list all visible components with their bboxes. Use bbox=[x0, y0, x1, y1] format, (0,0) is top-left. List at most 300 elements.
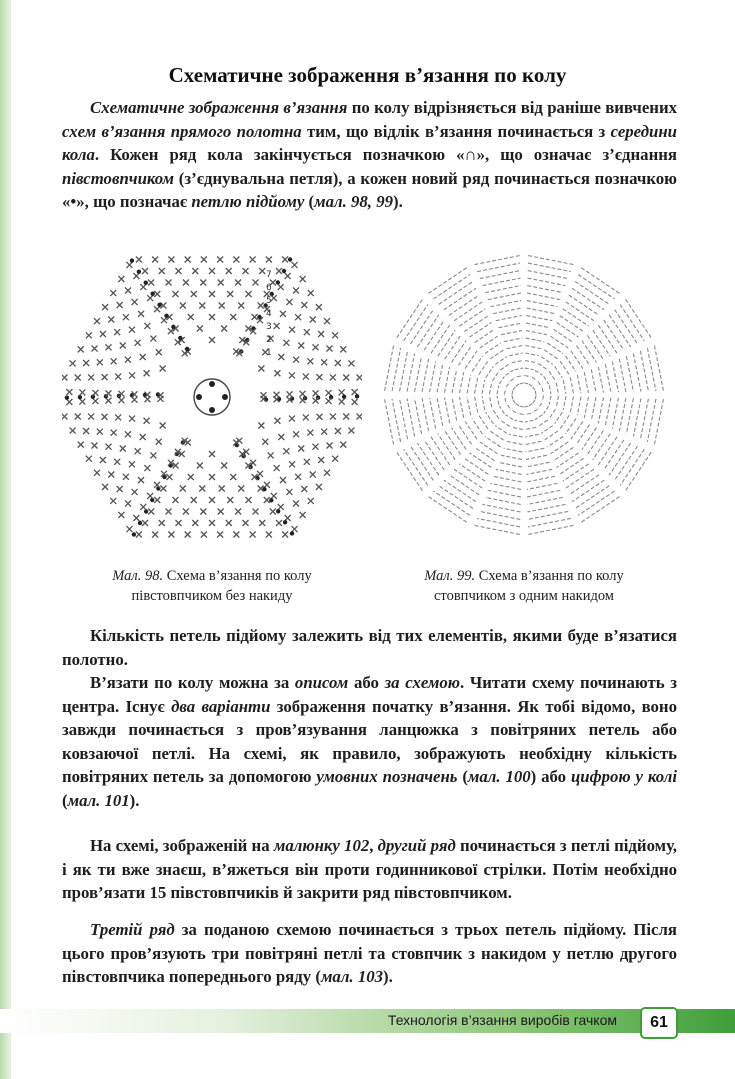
stitch-x bbox=[268, 452, 274, 458]
stitch-x bbox=[235, 509, 241, 515]
stitch-x bbox=[357, 374, 362, 380]
stitch-x bbox=[66, 399, 72, 405]
lift-loop-dot bbox=[288, 257, 292, 261]
caption-98 bbox=[62, 566, 362, 606]
dash-row bbox=[485, 286, 521, 293]
dash-row bbox=[584, 397, 588, 418]
stitch-x bbox=[270, 509, 276, 515]
crochet-scheme-single-crochet bbox=[62, 245, 362, 555]
emphasis-text: півстовпчиком bbox=[62, 168, 175, 188]
lift-loop-dot bbox=[144, 280, 148, 284]
stitch-x bbox=[276, 268, 282, 274]
dash-row bbox=[575, 281, 609, 304]
dash-row bbox=[605, 398, 611, 426]
figure-98 bbox=[62, 245, 362, 555]
dash-row bbox=[527, 301, 558, 307]
stitch-x bbox=[78, 346, 84, 352]
stitch-x bbox=[326, 390, 332, 396]
stitch-x bbox=[280, 477, 286, 483]
dash-row bbox=[544, 406, 549, 413]
figure-99 bbox=[378, 245, 670, 555]
stitch-x bbox=[125, 501, 131, 507]
caption-99-line2: стовпчиком з одним накидом bbox=[434, 588, 614, 604]
dash-row bbox=[647, 348, 656, 391]
dash-row bbox=[598, 397, 603, 423]
stitch-x bbox=[286, 299, 292, 305]
dash-row bbox=[528, 256, 573, 265]
dash-row bbox=[490, 301, 521, 307]
paragraph-4 bbox=[62, 834, 677, 905]
dash-row bbox=[506, 441, 522, 444]
dash-row bbox=[513, 387, 515, 390]
stitch-x bbox=[289, 327, 295, 333]
dash-row bbox=[514, 420, 523, 422]
dash-row bbox=[598, 367, 603, 393]
dash-row bbox=[460, 397, 464, 418]
stitch-x bbox=[131, 397, 137, 403]
dash-row bbox=[480, 511, 520, 519]
dash-row bbox=[444, 288, 476, 310]
dash-row bbox=[527, 490, 560, 497]
lift-loop-dot bbox=[132, 532, 136, 536]
stitch-x bbox=[278, 284, 284, 290]
dash-row bbox=[512, 391, 513, 395]
stitch-x bbox=[304, 459, 310, 465]
dash-row bbox=[431, 325, 450, 353]
caption-99 bbox=[378, 566, 670, 606]
dash-row bbox=[490, 483, 521, 489]
dash-row bbox=[410, 446, 433, 480]
stitch-x bbox=[152, 257, 158, 263]
stitch-x bbox=[192, 268, 198, 274]
stitch-x bbox=[303, 414, 309, 420]
text-run: починається з петлі підйому, і як ти вже знаєш, в’яжеться він проти годинникової стрілки. Потім необхідно пров’язати 15 півстовпчиків й закрити ряд півстовпчиком. bbox=[62, 836, 678, 903]
stitch-x bbox=[129, 461, 135, 467]
stitch-x bbox=[176, 520, 182, 526]
dash-row bbox=[560, 458, 584, 474]
dash-row bbox=[475, 377, 478, 393]
dash-row bbox=[445, 367, 450, 393]
stitch-x bbox=[310, 316, 316, 322]
stitch-x bbox=[197, 326, 203, 332]
dash-row bbox=[527, 476, 555, 482]
stitch-x bbox=[219, 303, 225, 309]
stitch-x bbox=[330, 374, 336, 380]
lift-loop-dot bbox=[355, 394, 359, 398]
stitch-x bbox=[233, 532, 239, 538]
stitch-x bbox=[238, 303, 244, 309]
stitch-x bbox=[185, 532, 191, 538]
dash-row bbox=[541, 426, 553, 434]
dash-row bbox=[516, 384, 519, 386]
stitch-x bbox=[105, 390, 111, 396]
stitch-x bbox=[94, 470, 100, 476]
stitch-x bbox=[308, 498, 314, 504]
stitch-x bbox=[278, 504, 284, 510]
lift-loop-dot bbox=[269, 498, 273, 502]
stitch-x bbox=[114, 459, 120, 465]
dash-row bbox=[505, 388, 506, 394]
stitch-x bbox=[352, 399, 358, 405]
stitch-x bbox=[227, 291, 233, 297]
text-run: , bbox=[369, 836, 378, 855]
dash-row bbox=[475, 396, 478, 412]
stitch-x bbox=[154, 497, 160, 503]
stitch-x bbox=[180, 303, 186, 309]
lift-loop-dot bbox=[178, 336, 182, 340]
stitch-x bbox=[321, 359, 327, 365]
emphasis-text: петлю підйому bbox=[191, 192, 305, 212]
emphasis-text: мал. 103 bbox=[320, 967, 383, 987]
dash-row bbox=[598, 437, 617, 465]
dash-row bbox=[527, 308, 555, 314]
stitch-x bbox=[233, 257, 239, 263]
stitch-x bbox=[252, 280, 258, 286]
dash-row bbox=[532, 409, 537, 413]
dash-row bbox=[532, 377, 537, 381]
stitch-x bbox=[123, 314, 129, 320]
crochet-scheme-double-crochet bbox=[378, 245, 670, 555]
dash-row bbox=[482, 396, 485, 410]
dash-row bbox=[496, 316, 522, 321]
dash-row bbox=[400, 399, 408, 439]
dash-row bbox=[598, 325, 617, 353]
stitch-x bbox=[140, 284, 146, 290]
emphasis-text: мал. 98, 99 bbox=[314, 192, 393, 212]
dash-row bbox=[517, 413, 523, 414]
dash-row bbox=[569, 295, 599, 315]
stitch-x bbox=[79, 399, 85, 405]
dash-row bbox=[449, 295, 479, 315]
dash-row bbox=[400, 351, 408, 391]
stitch-x bbox=[264, 482, 270, 488]
row-number: 2 bbox=[266, 335, 272, 345]
dash-row bbox=[392, 399, 401, 442]
stitch-x bbox=[332, 332, 338, 338]
dash-row bbox=[490, 383, 492, 394]
dash-row bbox=[535, 370, 542, 375]
stitch-x bbox=[199, 303, 205, 309]
text-run: ). bbox=[392, 192, 403, 212]
stitch-x bbox=[123, 474, 129, 480]
dash-row bbox=[431, 437, 450, 465]
dash-row bbox=[500, 364, 509, 370]
stitch-x bbox=[166, 280, 172, 286]
stitch-x bbox=[250, 257, 256, 263]
dash-row bbox=[493, 371, 499, 380]
stitch-x bbox=[115, 374, 121, 380]
dash-row bbox=[526, 316, 552, 321]
dash-row bbox=[525, 361, 536, 363]
dash-row bbox=[505, 396, 506, 402]
stitch-x bbox=[115, 414, 121, 420]
dash-row bbox=[511, 409, 516, 413]
dash-row bbox=[538, 403, 542, 408]
caption-99-line1: Схема в’язання по колу bbox=[478, 568, 624, 584]
stitch-x bbox=[100, 331, 106, 337]
dash-row bbox=[417, 315, 439, 347]
stitch-x bbox=[125, 357, 131, 363]
dash-row bbox=[490, 350, 504, 359]
stitch-x bbox=[343, 413, 349, 419]
dash-row bbox=[449, 475, 479, 495]
emphasis-text: схем в’язання прямого полотна bbox=[62, 121, 302, 141]
dash-row bbox=[493, 409, 499, 418]
dash-row bbox=[415, 356, 422, 392]
stitch-x bbox=[102, 374, 108, 380]
dash-row bbox=[526, 331, 547, 335]
text-run: На схемі, зображеній на bbox=[90, 836, 274, 855]
stitch-x bbox=[330, 414, 336, 420]
stitch-x bbox=[313, 344, 319, 350]
dash-row bbox=[479, 361, 488, 375]
dash-row bbox=[439, 486, 473, 509]
dash-row bbox=[528, 271, 568, 279]
stitch-x bbox=[135, 340, 141, 346]
dash-row bbox=[535, 415, 542, 420]
paragraph-1 bbox=[62, 96, 677, 214]
row-number: 4 bbox=[266, 309, 272, 319]
stitch-x bbox=[140, 354, 146, 360]
dash-row bbox=[485, 343, 501, 353]
stitch-x bbox=[108, 472, 114, 478]
dash-row bbox=[385, 399, 394, 444]
stitch-x bbox=[332, 456, 338, 462]
chain-dot bbox=[209, 381, 215, 387]
stitch-x bbox=[188, 314, 194, 320]
dash-row bbox=[496, 469, 522, 474]
stitch-x bbox=[289, 372, 295, 378]
stitch-x bbox=[313, 390, 319, 396]
stitch-x bbox=[221, 463, 227, 469]
dash-row bbox=[557, 453, 579, 468]
stitch-x bbox=[280, 311, 286, 317]
dash-row bbox=[542, 396, 543, 402]
dash-row bbox=[525, 427, 536, 429]
dash-row bbox=[633, 399, 641, 437]
stitch-x bbox=[147, 295, 153, 301]
dash-row bbox=[451, 428, 466, 450]
dash-row bbox=[512, 427, 523, 429]
stitch-x bbox=[226, 268, 232, 274]
stitch-x bbox=[92, 346, 98, 352]
lift-loop-dot bbox=[138, 521, 142, 525]
dash-row bbox=[467, 397, 471, 416]
text-run: ( bbox=[304, 192, 315, 212]
lift-loop-dot bbox=[65, 395, 69, 399]
stitch-x bbox=[200, 280, 206, 286]
text-run: за поданою схемою починається з трьох петель підйому. Після цього пров’язують три повітряні петлі та стовпчик з накидом у петлю другого півстовпчика попереднього ряду ( bbox=[62, 920, 677, 987]
stitch-x bbox=[138, 311, 144, 317]
stitch-x bbox=[307, 358, 313, 364]
dash-row bbox=[528, 278, 566, 286]
stitch-x bbox=[156, 439, 162, 445]
dash-row bbox=[654, 346, 663, 391]
dash-row bbox=[497, 396, 499, 405]
stitch-x bbox=[140, 434, 146, 440]
stitch-x bbox=[86, 456, 92, 462]
stitch-x bbox=[252, 314, 258, 320]
stitch-x bbox=[298, 446, 304, 452]
dash-row bbox=[488, 490, 521, 497]
page-number: 61 bbox=[640, 1007, 678, 1039]
dash-row bbox=[612, 398, 618, 429]
stitch-x bbox=[126, 526, 132, 532]
stitch-x bbox=[75, 375, 81, 381]
emphasis-text: за схемою bbox=[384, 673, 461, 692]
footer-band bbox=[0, 1009, 735, 1033]
stitch-x bbox=[154, 306, 160, 312]
dash-row bbox=[566, 469, 594, 488]
dash-row bbox=[575, 486, 609, 509]
dash-row bbox=[572, 288, 604, 310]
stitch-x bbox=[160, 366, 166, 372]
dash-row bbox=[556, 383, 558, 394]
stitch-x bbox=[176, 268, 182, 274]
dash-row bbox=[422, 398, 429, 431]
dash-row bbox=[480, 271, 520, 279]
dash-row bbox=[549, 396, 551, 405]
stitch-x bbox=[168, 257, 174, 263]
stitch-x bbox=[258, 423, 264, 429]
stitch-x bbox=[313, 398, 319, 404]
stitch-x bbox=[144, 418, 150, 424]
dash-row bbox=[549, 385, 551, 394]
dash-row bbox=[469, 453, 491, 468]
dash-row bbox=[512, 361, 523, 363]
dash-row bbox=[609, 443, 631, 475]
stitch-x bbox=[289, 416, 295, 422]
stitch-x bbox=[285, 515, 291, 521]
text-run: ( bbox=[62, 790, 68, 810]
stitch-x bbox=[102, 304, 108, 310]
dash-row bbox=[439, 281, 473, 304]
dash-row bbox=[517, 376, 523, 377]
stitch-x bbox=[183, 509, 189, 515]
stitch-x bbox=[348, 428, 354, 434]
stitch-x bbox=[264, 497, 270, 503]
stitch-x bbox=[92, 390, 98, 396]
stitch-x bbox=[316, 414, 322, 420]
dash-row bbox=[609, 315, 631, 347]
stitch-x bbox=[318, 331, 324, 337]
stitch-x bbox=[230, 474, 236, 480]
dash-row bbox=[490, 431, 504, 440]
dash-row bbox=[467, 375, 471, 394]
stitch-x bbox=[183, 280, 189, 286]
dash-row bbox=[422, 359, 429, 392]
lift-loop-dot bbox=[282, 269, 286, 273]
text-run: ). bbox=[383, 967, 393, 987]
dash-row bbox=[511, 377, 516, 381]
stitch-x bbox=[318, 457, 324, 463]
stitch-x bbox=[316, 304, 322, 310]
row-number: 3 bbox=[266, 322, 272, 332]
text-run: по колу відрізняється від раніше вивчених bbox=[347, 98, 678, 117]
stitch-x bbox=[144, 323, 150, 329]
dash-row bbox=[557, 322, 579, 337]
lift-loop-dot bbox=[276, 509, 280, 513]
stitch-x bbox=[172, 291, 178, 297]
dash-row bbox=[385, 346, 394, 391]
stitch-x bbox=[117, 486, 123, 492]
stitch-x bbox=[274, 418, 280, 424]
dash-row bbox=[486, 366, 494, 378]
dash-row bbox=[469, 322, 491, 337]
lift-loop-dot bbox=[157, 303, 161, 307]
stitch-x bbox=[274, 465, 280, 471]
stitch-x bbox=[321, 429, 327, 435]
dash-row bbox=[566, 302, 594, 321]
stitch-x bbox=[144, 465, 150, 471]
dash-row bbox=[577, 397, 581, 416]
stitch-x bbox=[250, 532, 256, 538]
dash-row bbox=[525, 353, 539, 356]
stitch-x bbox=[326, 346, 332, 352]
stitch-x bbox=[259, 268, 265, 274]
emphasis-text: другий ряд bbox=[377, 836, 456, 855]
paragraph-2 bbox=[62, 624, 677, 671]
dash-row bbox=[544, 376, 549, 383]
stitch-x bbox=[295, 314, 301, 320]
dash-row bbox=[504, 338, 523, 342]
dash-row bbox=[525, 368, 534, 370]
stitch-x bbox=[258, 303, 264, 309]
dash-row bbox=[454, 469, 482, 488]
dash-row bbox=[493, 476, 521, 482]
stitch-x bbox=[266, 532, 272, 538]
dash-row bbox=[445, 431, 461, 455]
text-run: В’язати по колу можна за bbox=[90, 673, 295, 692]
stitch-x bbox=[252, 509, 258, 515]
stitch-x bbox=[316, 484, 322, 490]
stitch-x bbox=[188, 474, 194, 480]
lift-loop-dot bbox=[171, 325, 175, 329]
stitch-x bbox=[209, 314, 215, 320]
dash-row bbox=[472, 356, 482, 372]
paragraph-5 bbox=[62, 918, 677, 989]
stitch-x bbox=[324, 470, 330, 476]
stitch-x bbox=[201, 257, 207, 263]
stitch-x bbox=[209, 451, 215, 457]
dash-row bbox=[482, 380, 485, 394]
dash-row bbox=[640, 351, 648, 391]
dash-row bbox=[563, 396, 566, 410]
dash-row bbox=[485, 436, 501, 446]
dash-row bbox=[514, 368, 523, 370]
stitch-x bbox=[217, 257, 223, 263]
dash-row bbox=[520, 383, 524, 384]
dash-row bbox=[472, 418, 482, 434]
dash-row bbox=[577, 375, 581, 394]
stitch-x bbox=[133, 273, 139, 279]
stitch-x bbox=[108, 316, 114, 322]
stitch-x bbox=[111, 358, 117, 364]
dash-row bbox=[520, 406, 524, 407]
stitch-x bbox=[285, 273, 291, 279]
dash-row bbox=[525, 376, 531, 377]
dash-row bbox=[541, 357, 553, 365]
dash-row bbox=[619, 359, 626, 392]
paragraph-3 bbox=[62, 671, 677, 813]
stitch-x bbox=[83, 428, 89, 434]
caption-98-label: Мал. 98. bbox=[112, 568, 164, 584]
stitch-x bbox=[278, 434, 284, 440]
stitch-x bbox=[150, 452, 156, 458]
stitch-x bbox=[200, 509, 206, 515]
dash-row bbox=[633, 353, 641, 391]
dash-row bbox=[424, 440, 444, 470]
